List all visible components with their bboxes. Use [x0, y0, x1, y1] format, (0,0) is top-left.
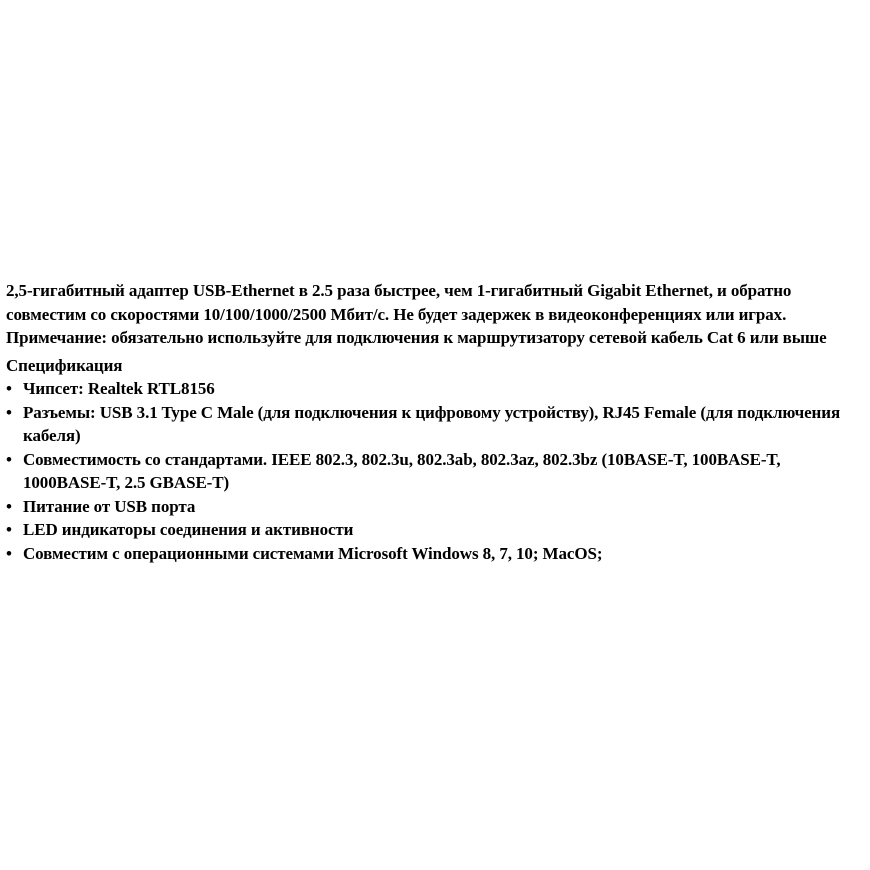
spec-item-text: Совместимость со стандартами. IEEE 802.3, 802.3u, 802.3ab, 802.3az, 802.3bz (10BASE-T, 100BASE-T, 1000BASE-T, 2.5 GBASE-T) — [23, 449, 781, 492]
spec-item-power — [6, 495, 864, 519]
spec-item-chipset — [6, 377, 864, 401]
document-body — [6, 279, 864, 565]
spec-list — [6, 377, 864, 565]
spec-item-text: Совместим с операционными системами Microsoft Windows 8, 7, 10; MacOS; — [23, 543, 603, 563]
spec-item-led — [6, 518, 864, 542]
bullet-icon: • — [6, 543, 12, 563]
bullet-icon: • — [6, 496, 12, 516]
bullet-icon: • — [6, 379, 12, 398]
spec-item-connectors — [6, 401, 864, 448]
spec-item-text: Чипсет: Realtek RTL8156 — [23, 379, 215, 398]
intro-paragraph: 2,5-гигабитный адаптер USB-Ethernet в 2.5 раза быстрее, чем 1-гигабитный Gigabit Ethernet, и обратно совместим со скоростями 10/100/1000/2500 Мбит/с. Не будет задержек в видеоконференциях или играх. — [6, 281, 792, 324]
spec-heading: Спецификация — [6, 355, 123, 375]
bullet-icon: • — [6, 402, 12, 422]
spec-item-text: Питание от USB порта — [23, 496, 196, 516]
spec-item-standards — [6, 448, 864, 495]
spec-item-text: LED индикаторы соединения и активности — [23, 520, 354, 539]
spec-item-os — [6, 542, 864, 566]
bullet-icon: • — [6, 449, 12, 469]
spec-item-text: Разъемы: USB 3.1 Type C Male (для подключения к цифровому устройству), RJ45 Female (для подключения кабеля) — [23, 402, 841, 445]
bullet-icon: • — [6, 520, 12, 539]
note-paragraph: Примечание: обязательно используйте для подключения к маршрутизатору сетевой кабель Cat 6 или выше — [6, 328, 827, 347]
